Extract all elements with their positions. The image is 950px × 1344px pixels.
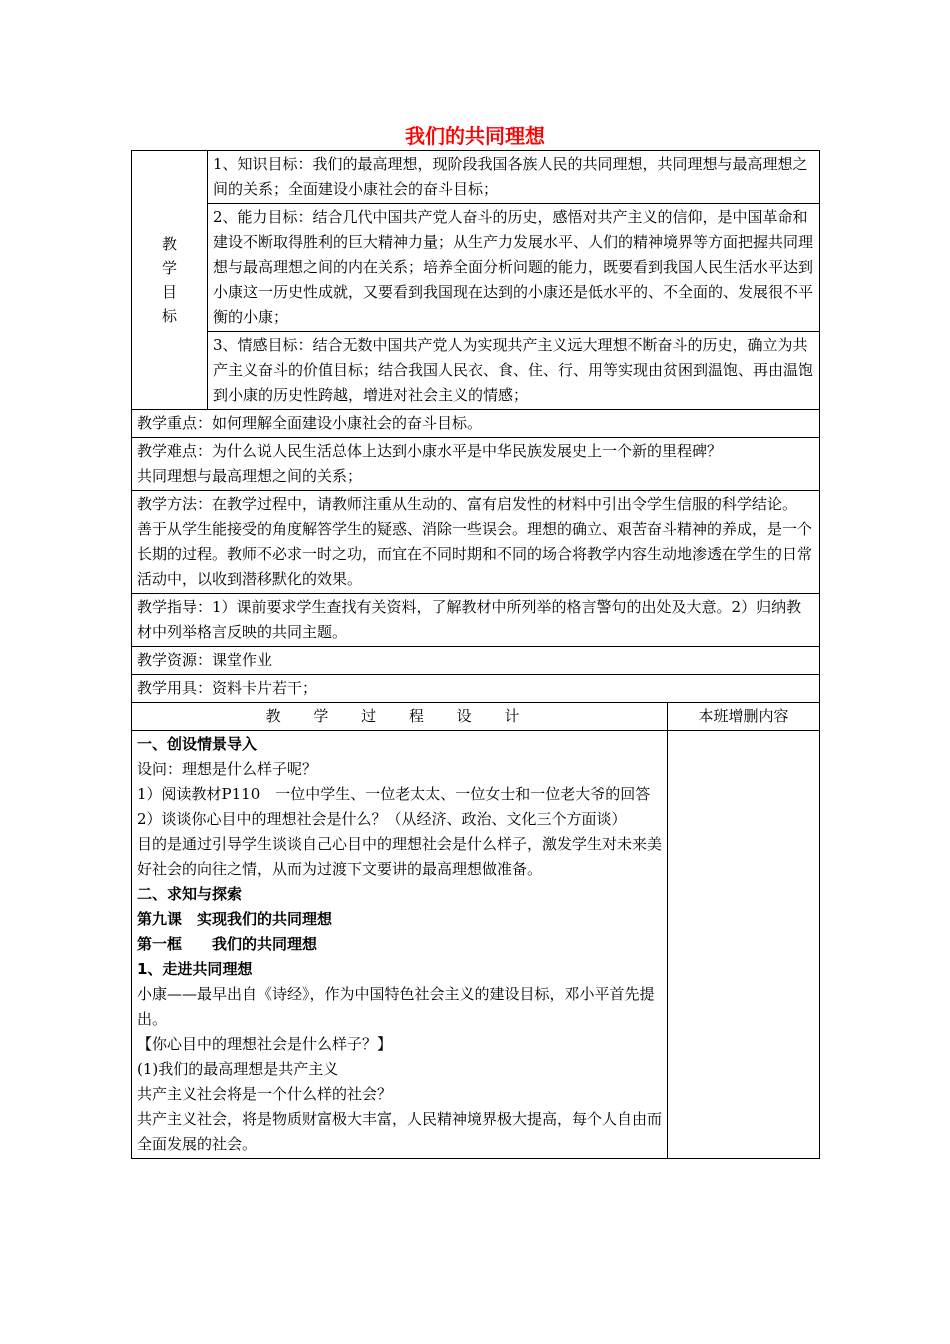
section-title: 二、求知与探索 [137,885,243,903]
paragraph: 【你心目中的理想社会是什么样子？】 [137,1035,393,1053]
paragraph: (1)我们的最高理想是共产主义 [137,1060,339,1078]
emotion-objective: 3、情感目标：结合无数中国共产党人为实现共产主义远大理想不断奋斗的历史，确立为共产主义奋斗的价值目标；结合我国人民衣、食、住、行、用等实现由贫困到温饱、再由温饱到小康的历史性跨越，增进对社会主义的情感； [208,332,820,410]
label-char: 学 [161,259,177,277]
paragraph: 小康——最早出自《诗经》，作为中国特色社会主义的建设目标，邓小平首先提出。 [137,985,655,1028]
section-title: 一、创设情景导入 [137,735,258,753]
teaching-method [132,491,820,594]
lesson-title: 第九课 实现我们的共同理想 [137,910,333,928]
teaching-guidance: 教学指导：1）课前要求学生查找有关资料，了解教材中所列举的格言警句的出处及大意。2）归纳教材中列举格言反映的共同主题。 [132,594,820,647]
lesson-plan-table [131,150,820,1159]
paragraph: 2）谈谈你心目中的理想社会是什么？（从经济、政治、文化三个方面谈） [137,810,627,828]
paragraph: 目的是通过引导学生谈谈自己心目中的理想社会是什么样子，激发学生对未来美好社会的向往之情，从而为过渡下文要讲的最高理想做准备。 [137,835,663,878]
page-title: 我们的共同理想 [405,124,545,148]
difficulty-line: 教学难点：为什么说人民生活总体上达到小康水平是中华民族发展史上一个新的里程碑？ [137,442,723,460]
side-content [668,731,820,1159]
method-line: 善于从学生能接受的角度解答学生的疑惑、消除一些误会。理想的确立、艰苦奋斗精神的养成，是一个长期的过程。教师不必求一时之功，而宜在不同时期和不同的场合将教学内容生动地渗透在学生的日常活动中，以收到潜移默化的效果。 [137,520,813,588]
key-point: 教学重点：如何理解全面建设小康社会的奋斗目标。 [132,410,820,438]
process-content [132,731,668,1159]
process-header: 教 学 过 程 设 计 [132,703,668,731]
side-header: 本班增删内容 [668,703,820,731]
objectives-label [132,151,208,410]
frame-title: 第一框 我们的共同理想 [137,935,318,953]
method-line: 教学方法：在教学过程中，请教师注重从生动的、富有启发性的材料中引出令学生信服的科学结论。 [137,495,798,513]
paragraph: 共产主义社会将是一个什么样的社会？ [137,1085,393,1103]
paragraph: 设问：理想是什么样子呢？ [137,760,318,778]
subsection-title: 1、走进共同理想 [137,960,253,978]
label-char: 标 [161,307,177,325]
teaching-tools: 教学用具：资料卡片若干； [132,675,820,703]
label-char: 教 [161,235,177,253]
label-char: 目 [161,283,177,301]
teaching-resources: 教学资源：课堂作业 [132,647,820,675]
paragraph: 共产主义社会，将是物质财富极大丰富，人民精神境界极大提高，每个人自由而全面发展的社会。 [137,1110,663,1153]
paragraph: 1）阅读教材P110 一位中学生、一位老太太、一位女士和一位老大爷的回答 [137,785,651,803]
difficulty-line: 共同理想与最高理想之间的关系； [137,467,363,485]
ability-objective: 2、能力目标：结合几代中国共产党人奋斗的历史，感悟对共产主义的信仰，是中国革命和建设不断取得胜利的巨大精神力量；从生产力发展水平、人们的精神境界等方面把握共同理想与最高理想之间的内在关系；培养全面分析问题的能力，既要看到我国人民生活水平达到小康这一历史性成就，又要看到我国现在达到的小康还是低水平的、不全面的、发展很不平衡的小康； [208,204,820,332]
knowledge-objective: 1、知识目标：我们的最高理想，现阶段我国各族人民的共同理想，共同理想与最高理想之间的关系；全面建设小康社会的奋斗目标； [208,151,820,204]
difficulty [132,438,820,491]
